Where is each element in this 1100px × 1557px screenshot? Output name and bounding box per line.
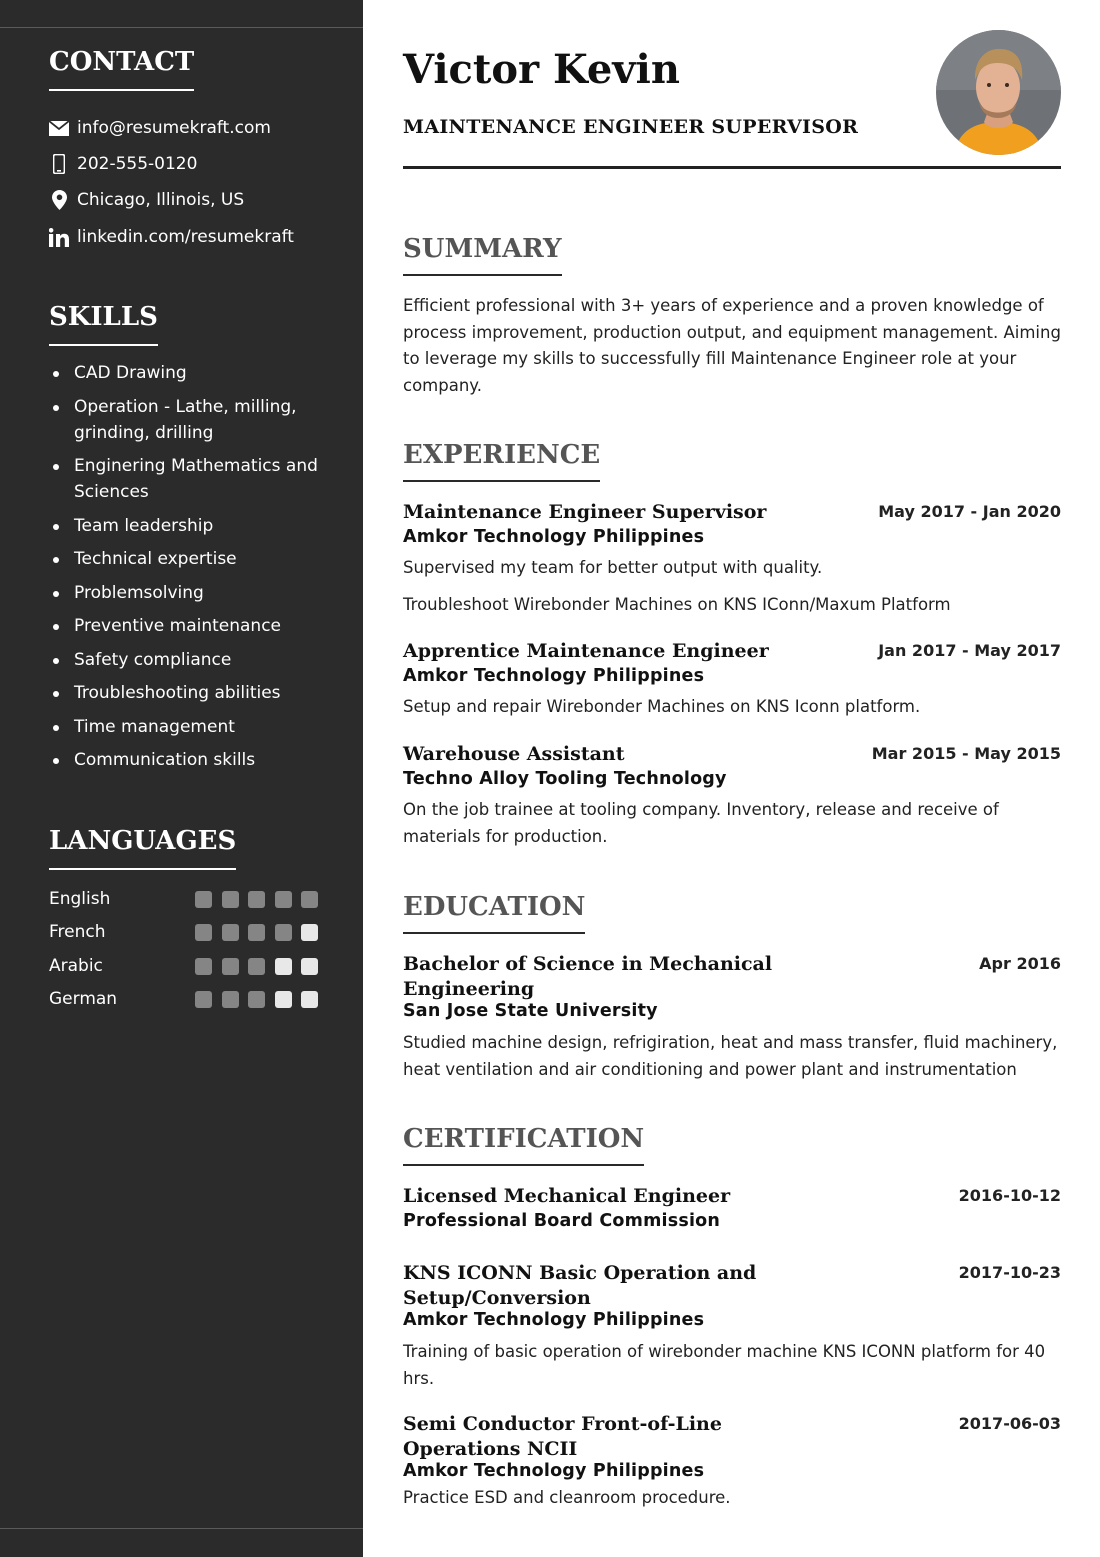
entry-description: Supervised my team for better output with quality. [403,558,823,577]
certification-item [403,1261,1061,1392]
entry-description: Setup and repair Wirebonder Machines on KNS Iconn platform. [403,697,921,716]
proficiency-dot-filled [248,991,265,1008]
entry-issuer: Amkor Technology Philippines [403,1461,705,1481]
language-name: Arabic [49,956,103,976]
certification-heading: CERTIFICATION [403,1125,644,1166]
proficiency-dots [195,958,318,975]
list-item: Technical expertise [49,546,339,572]
entry-description: On the job trainee at tooling company. Inventory, release and receive of materials for production. [403,800,999,846]
proficiency-dots [195,924,318,941]
entry-date: Apr 2016 [979,954,1061,973]
entry-company: Amkor Technology Philippines [403,527,705,547]
list-item: Operation - Lathe, milling, grinding, drilling [49,394,339,446]
envelope-icon [49,118,69,138]
list-item: Enginering Mathematics and Sciences [49,453,339,505]
divider [0,27,363,28]
entry-company: Techno Alloy Tooling Technology [403,769,727,789]
sidebar [0,0,363,1557]
contact-linkedin[interactable] [49,225,294,249]
phone-text: 202-555-0120 [77,154,198,174]
proficiency-dot-filled [195,991,212,1008]
entry-description: Studied machine design, refrigiration, heat and mass transfer, fluid machinery, heat ventilation and air conditioning and power plant and instrumentation [403,1033,1058,1079]
proficiency-dot-empty [301,958,318,975]
proficiency-dot-filled [222,924,239,941]
contact-location [49,188,244,212]
proficiency-dot-filled [195,924,212,941]
proficiency-dot-filled [248,924,265,941]
list-item: Troubleshooting abilities [49,680,339,706]
divider [0,1528,363,1529]
entry-date: May 2017 - Jan 2020 [878,502,1061,521]
list-item: CAD Drawing [49,360,339,386]
entry-title: Maintenance Engineer Supervisor [403,501,767,523]
entry-description: Practice ESD and cleanroom procedure. [403,1488,731,1507]
entry-description: Troubleshoot Wirebonder Machines on KNS IConn/Maxum Platform [403,594,951,614]
contact-heading: CONTACT [49,48,194,91]
proficiency-dot-filled [195,891,212,908]
language-row [49,987,329,1011]
summary-text: Efficient professional with 3+ years of experience and a proven knowledge of process improvement, production output, and equipment management. Aiming to leverage my skills to successfully fill Maintenance Engineer role at your company. [403,296,1061,395]
entry-date: Mar 2015 - May 2015 [871,744,1061,763]
entry-issuer: Amkor Technology Philippines [403,1310,705,1330]
entry-school: San Jose State University [403,1001,658,1021]
phone-icon [49,154,69,174]
proficiency-dot-filled [222,991,239,1008]
proficiency-dot-empty [275,991,292,1008]
language-row [49,954,329,978]
proficiency-dot-filled [222,891,239,908]
job-title: MAINTENANCE ENGINEER SUPERVISOR [403,116,859,138]
entry-date: 2017-10-23 [958,1263,1061,1282]
experience-item [403,500,1061,618]
entry-title: KNS ICONN Basic Operation and Setup/Conversion [403,1262,757,1309]
proficiency-dot-empty [301,924,318,941]
list-item: Team leadership [49,513,339,539]
language-name: French [49,922,106,942]
entry-title: Licensed Mechanical Engineer [403,1185,731,1207]
entry-date: 2017-06-03 [958,1414,1061,1433]
certification-item [403,1412,1061,1512]
language-name: German [49,989,118,1009]
proficiency-dots [195,891,318,908]
proficiency-dot-empty [275,958,292,975]
language-row [49,920,329,944]
certification-item [403,1184,1061,1234]
list-item: Problemsolving [49,580,339,606]
entry-date: Jan 2017 - May 2017 [878,641,1061,660]
candidate-name: Victor Kevin [403,46,680,93]
list-item: Communication skills [49,747,339,773]
entry-date: 2016-10-12 [958,1186,1061,1205]
location-text: Chicago, Illinois, US [77,190,245,210]
list-item: Safety compliance [49,647,339,673]
entry-title: Bachelor of Science in Mechanical Engineering [403,953,773,1000]
entry-company: Amkor Technology Philippines [403,666,705,686]
proficiency-dot-filled [248,891,265,908]
entry-title: Warehouse Assistant [403,743,625,765]
proficiency-dot-filled [301,891,318,908]
experience-heading: EXPERIENCE [403,441,600,482]
summary-heading: SUMMARY [403,235,562,276]
education-heading: EDUCATION [403,893,585,934]
language-name: English [49,889,111,909]
email-text: info@resumekraft.com [77,118,271,138]
proficiency-dot-filled [275,924,292,941]
skills-list [49,360,339,781]
skills-heading: SKILLS [49,303,158,346]
linkedin-text: linkedin.com/resumekraft [77,227,294,247]
education-item [403,952,1061,1083]
proficiency-dot-filled [222,958,239,975]
proficiency-dot-filled [248,958,265,975]
contact-phone[interactable] [49,152,197,176]
list-item: Preventive maintenance [49,613,339,639]
experience-item [403,742,1061,850]
divider [403,166,1061,169]
contact-email[interactable] [49,116,271,140]
linkedin-icon [49,227,69,247]
proficiency-dot-empty [301,991,318,1008]
entry-title: Apprentice Maintenance Engineer [403,640,769,662]
language-row [49,887,329,911]
experience-item [403,639,1061,721]
map-pin-icon [49,190,69,210]
entry-title: Semi Conductor Front-of-Line Operations NCII [403,1413,722,1460]
avatar [936,30,1061,155]
proficiency-dot-filled [195,958,212,975]
languages-heading: LANGUAGES [49,827,236,870]
list-item: Time management [49,714,339,740]
entry-description: Training of basic operation of wirebonder machine KNS ICONN platform for 40 hrs. [403,1342,1046,1388]
entry-issuer: Professional Board Commission [403,1211,721,1231]
proficiency-dot-filled [275,891,292,908]
proficiency-dots [195,991,318,1008]
